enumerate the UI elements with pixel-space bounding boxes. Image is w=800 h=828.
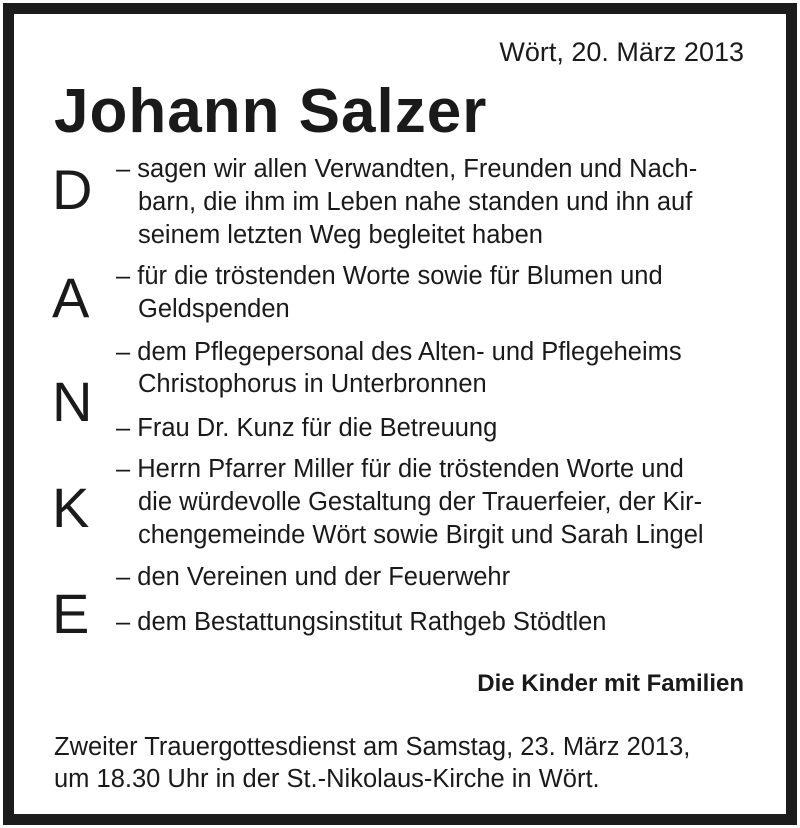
thanks-line: die würdevolle Gestaltung der Trauerfeier, der Kir- <box>138 488 703 516</box>
signature: Die Kinder mit Familien <box>477 670 744 697</box>
thanks-line: – sagen wir allen Verwandten, Freunden und Nach- <box>116 155 698 183</box>
thanks-line: – dem Pflegepersonal des Alten- und Pflegeheims <box>116 338 682 366</box>
deceased-name: Johann Salzer <box>54 77 488 146</box>
place-date: Wört, 20. März 2013 <box>499 37 744 67</box>
acrostic-letter-e: E <box>52 582 90 645</box>
thanks-line: Christophorus in Unterbronnen <box>138 370 487 398</box>
thanks-line: Geldspenden <box>138 295 290 323</box>
thanks-line: chengemeinde Wört sowie Birgit und Sarah Lingel <box>138 521 704 549</box>
footer-line: um 18.30 Uhr in der St.-Nikolaus-Kirche in Wört. <box>54 765 600 793</box>
thanks-line: – dem Bestattungsinstitut Rathgeb Stödtlen <box>116 608 607 636</box>
acrostic-letter-k: K <box>52 476 90 539</box>
thanks-line: barn, die ihm im Leben nahe standen und ihn auf <box>138 188 693 216</box>
acrostic-letter-a: A <box>52 266 90 329</box>
footer-line: Zweiter Trauergottesdienst am Samstag, 23. März 2013, <box>54 733 691 761</box>
thanks-line: – für die tröstenden Worte sowie für Blumen und <box>116 262 663 290</box>
acrostic-letter-d: D <box>52 158 93 221</box>
thanks-line: seinem letzten Weg begleitet haben <box>138 221 543 249</box>
thanks-line: – den Vereinen und der Feuerwehr <box>116 563 511 591</box>
acrostic-letter-n: N <box>52 370 93 433</box>
thanks-line: – Herrn Pfarrer Miller für die tröstenden Worte und <box>116 455 684 483</box>
thanks-line: – Frau Dr. Kunz für die Betreuung <box>116 414 498 442</box>
